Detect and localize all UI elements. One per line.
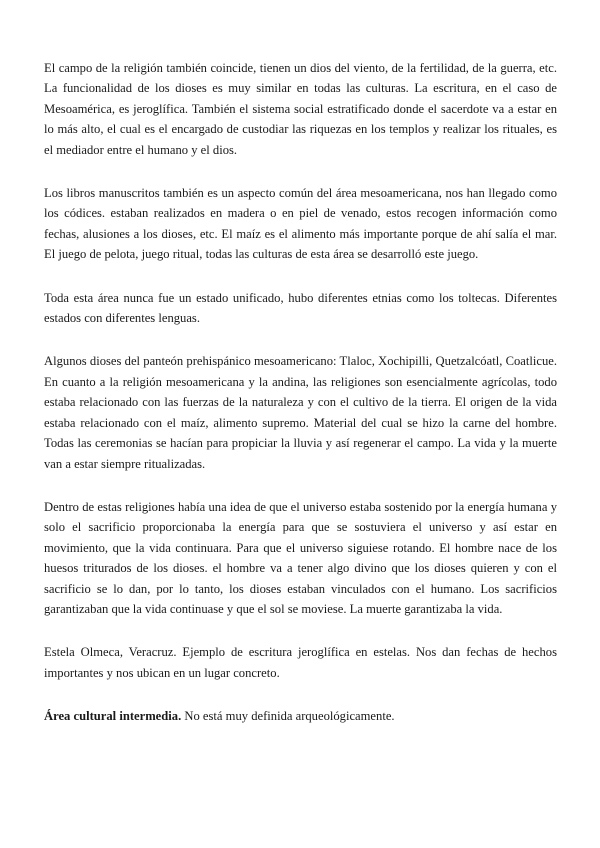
paragraph-sacrifice: Dentro de estas religiones había una idea de que el universo estaba sostenido por la energía humana y solo el sacrificio proporcionaba la energía para que se sostuviera el universo y así estar en movimiento, que la vida continuara. Para que el universo siguiese rotando. El hombre nace de los huesos triturados de los dioses. el hombre va a tener algo divino que los dioses quieren y con el sacrificio se lo dan, por lo tanto, los dioses estaban vinculados con el humano. Los sacrificios garantizaban que la vida continuase y que el sol se moviese. La muerte garantizaba la vida. <box>44 499 557 616</box>
paragraph-intermediate-area <box>44 706 557 726</box>
section-text: No está muy definida arqueológicamente. <box>181 709 395 724</box>
section-heading: Área cultural intermedia. <box>44 709 182 724</box>
paragraph-religion: El campo de la religión también coincide, tienen un dios del viento, de la fertilidad, de la guerra, etc. La funcionalidad de los dioses es muy similar en todas las culturas. La escritura, en el caso de Mesoamérica, es jeroglífica. También el sistema social estratificado donde el sacerdote va a estar en lo más alto, el cual es el encargado de custodiar las riquezas en los templos y realizar los rituales, es el mediador entre el humano y el dios. <box>44 61 557 157</box>
paragraph-states: Toda esta área nunca fue un estado unificado, hubo diferentes etnias como los toltecas. Diferentes estados con diferentes lenguas. <box>44 290 557 326</box>
document-body <box>44 58 557 727</box>
paragraph-stela: Estela Olmeca, Veracruz. Ejemplo de escritura jeroglífica en estelas. Nos dan fechas de hechos importantes y nos ubican en un lugar concreto. <box>44 645 557 680</box>
paragraph-codices: Los libros manuscritos también es un aspecto común del área mesoamericana, nos han llegado como los códices. estaban realizados en madera o en piel de venado, estos recogen información como fechas, alusiones a los dioses, etc. El maíz es el alimento más importante porque de ahí salía el mar. El juego de pelota, juego ritual, todas las culturas de esta área se desarrolló este juego. <box>44 186 557 262</box>
paragraph-gods: Algunos dioses del panteón prehispánico mesoamericano: Tlaloc, Xochipilli, Quetzalcóatl, Coatlicue. En cuanto a la religión mesoamericana y la andina, las religiones son esencialmente agrícolas, todo estaba relacionado con las fuerzas de la naturaleza y con el cultivo de la tierra. El origen de la vida estaba relacionado con el maíz, alimento supremo. Material del cual se hizo la carne del hombre. Todas las ceremonias se hacían para propiciar la lluvia y así regenerar el campo. La vida y la muerte van a estar siempre ritualizadas. <box>44 354 557 471</box>
